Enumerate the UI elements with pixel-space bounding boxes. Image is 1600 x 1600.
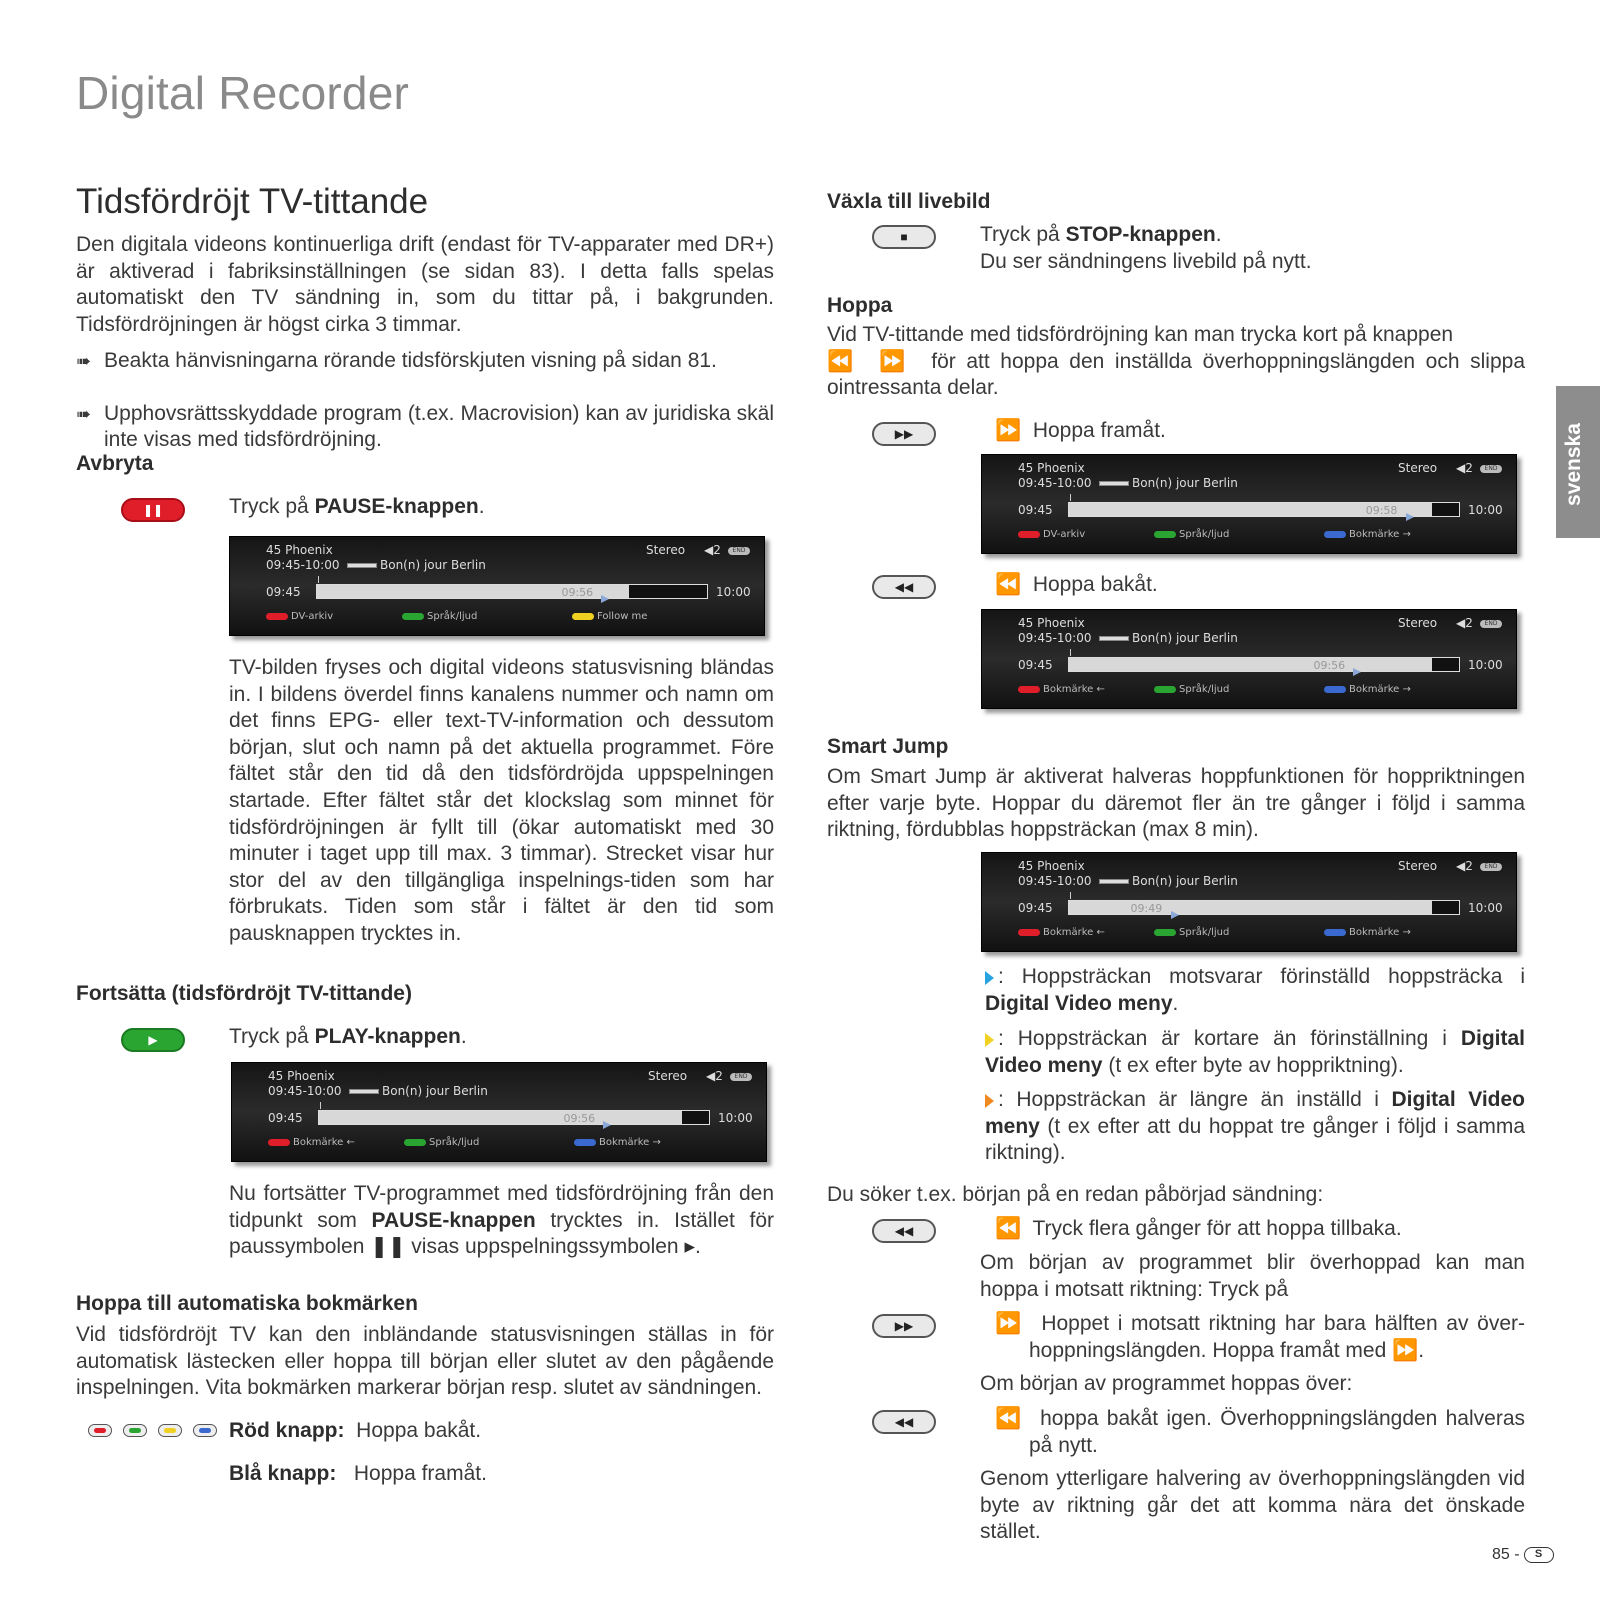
osd-key-hint: Språk/ljud [402, 611, 477, 622]
osd-current-time: 09:49 [1130, 902, 1163, 915]
osd-progress-mini [1099, 636, 1129, 641]
page-number: 85 - [1492, 1546, 1520, 1563]
osd-progress-mini [349, 1089, 379, 1094]
speaker-icon: ◀2 [1456, 461, 1473, 475]
osd-progress-mini [347, 563, 377, 568]
note-bullet [76, 401, 774, 454]
osd-key-hint: DV-arkiv [266, 611, 333, 622]
osd-tick [1070, 494, 1071, 501]
legend-item: : Hoppsträckan motsvarar förinställd hoppsträcka i Digital Video meny. [985, 965, 1525, 1015]
step-rewind: ⏪ Tryck flera gånger för att hoppa tillbaka. [995, 1217, 1402, 1240]
osd-stereo: Stereo [1398, 616, 1438, 630]
end-badge-icon: END [730, 1073, 752, 1081]
osd-time-range: 09:45-10:00 [266, 558, 340, 572]
forward-button-icon: ▶▶ [872, 422, 936, 446]
osd-channel: 45 Phoenix [266, 543, 333, 557]
osd-key-hint: Bokmärke ← [1018, 684, 1105, 695]
end-badge-icon: END [1480, 863, 1502, 871]
heading-bokmarken: Hoppa till automatiska bokmärken [76, 1292, 418, 1315]
osd-start-time: 09:45 [1018, 901, 1053, 915]
play-instruction: Tryck på PLAY-knappen. [229, 1025, 467, 1048]
red-key-icon [88, 1424, 112, 1437]
end-badge-icon: END [728, 547, 750, 555]
osd-program: Bon(n) jour Berlin [380, 558, 486, 572]
osd-channel: 45 Phoenix [1018, 616, 1085, 630]
step-forward: ⏩ Hoppet i motsatt riktning har bara hälften av över-hoppningslängden. Hoppa framåt med ⏩. [995, 1312, 1525, 1362]
osd-key-hint: Bokmärke → [1324, 529, 1411, 540]
legend-item: : Hoppsträckan är kortare än förinställning i Digital Video meny (t ex efter byte av hoppriktning). [985, 1027, 1525, 1077]
arrow-icon: ➠ [76, 403, 92, 424]
color-key-icon [1324, 686, 1346, 693]
color-key-icon [574, 1139, 596, 1146]
osd-tick [1070, 892, 1071, 899]
note-bullet [76, 348, 774, 375]
color-key-icon [268, 1139, 290, 1146]
pause-symbol-icon: ❚❚ [370, 1235, 406, 1259]
osd-current-time: 09:58 [1365, 504, 1398, 517]
osd-timeline-fill [319, 1111, 682, 1124]
osd-key-hint: DV-arkiv [1018, 529, 1085, 540]
red-key-row: Röd knapp: Hoppa bakåt. [229, 1419, 482, 1442]
osd-timeline [316, 584, 708, 599]
heading-hoppa: Hoppa [827, 294, 893, 317]
osd-program: Bon(n) jour Berlin [1132, 874, 1238, 888]
search-intro: Du söker t.ex. början på en redan påbörjad sändning: [827, 1183, 1324, 1206]
osd-start-time: 09:45 [266, 585, 301, 599]
intro-text: Den digitala videons kontinuerliga drift (endast för TV-apparater med DR+) är aktiverad i fabriksinställningen (se sidan 83). I detta falls spelas automatiskt den TV sändning in, som du tittar på, i bakgrunden. Tidsfördröjningen är högst cirka 3 timmar. [76, 233, 774, 336]
osd-timeline-fill [1069, 658, 1432, 671]
yellow-triangle-icon [985, 1033, 994, 1047]
page-footer [1492, 1546, 1554, 1564]
osd-timeline [1068, 502, 1460, 517]
color-key-icon [1018, 531, 1040, 538]
osd-timeline [1068, 900, 1460, 915]
position-pointer-icon [601, 595, 609, 603]
yellow-key-icon [158, 1424, 182, 1437]
orange-triangle-icon [985, 1094, 994, 1108]
speaker-icon: ◀2 [706, 1069, 723, 1083]
color-key-icon [1018, 686, 1040, 693]
position-pointer-icon [603, 1121, 611, 1129]
color-key-icon [404, 1139, 426, 1146]
osd-stereo: Stereo [1398, 859, 1438, 873]
rewind-button-icon: ◀◀ [872, 1410, 936, 1434]
osd-key-hint: Bokmärke → [574, 1137, 661, 1148]
osd-current-time: 09:56 [561, 586, 594, 599]
osd-tick [320, 1102, 321, 1109]
osd-program: Bon(n) jour Berlin [382, 1084, 488, 1098]
language-tab [1556, 386, 1600, 538]
osd-key-hint: Bokmärke ← [268, 1137, 355, 1148]
step-rewind-again: ⏪ hoppa bakåt igen. Överhoppningslängden halveras på nytt. [995, 1407, 1526, 1457]
blue-key-row: Blå knapp: Hoppa framåt. [229, 1462, 487, 1485]
forward-button-icon: ▶▶ [872, 1314, 936, 1338]
section-title: Tidsfördröjt TV-tittande [76, 182, 429, 221]
osd-stereo: Stereo [648, 1069, 688, 1083]
speaker-icon: ◀2 [1456, 859, 1473, 873]
osd-key-hint: Bokmärke → [1324, 684, 1411, 695]
color-key-icon [266, 613, 288, 620]
bookmark-description: Vid tidsfördröjt TV kan den inbländande statusvisningen ställas in för automatisk lästecken eller hoppa till början eller slutet av den pågående inspelningen. Vita bokmärken markerar början resp. slutet av sändningen. [76, 1323, 774, 1400]
pause-description: TV-bilden fryses och digital videons statusvisning bländas in. I bildens överdel finns kanalens nummer och namn om det finns EPG- eller text-TV-information och dessutom början, slut och namn på det aktuella programmet. Före fältet står den tid då den tidsfördröjda uppspelningen startade. Efter fältet står det klockslag som minnet för tidsfördröjningen är fyllt till (ökar automatiskt med 30 minuter i taget upp till max. 3 timmar). Strecket visar hur stor del av den tillgängliga inspelnings-tiden som har förbrukats. Tiden som står i fältet är den tid som pausknappen trycktes in. [229, 656, 774, 945]
blue-key-icon [193, 1424, 217, 1437]
smart-jump-description: Om Smart Jump är aktiverat halveras hoppfunktionen för hoppriktningen efter varje byte. Hoppar du däremot fler än tre gånger i följd i samma riktning, fördubblas hoppsträckan (max 8 min). [827, 765, 1525, 842]
osd-end-time: 10:00 [1468, 503, 1503, 517]
hoppa-description: Vid TV-tittande med tidsfördröjning kan man trycka kort på knappen ⏪ ⏩ för att hoppa den inställda överhoppningslängden och slippa ointressanta delar. [827, 323, 1526, 400]
speaker-icon: ◀2 [1456, 616, 1473, 630]
play-symbol-icon: ▸ [684, 1235, 695, 1259]
position-pointer-icon [1353, 668, 1361, 676]
heading-fortsatta: Fortsätta (tidsfördröjt TV-tittande) [76, 982, 412, 1005]
color-key-icon [1154, 531, 1176, 538]
color-key-icon [1018, 929, 1040, 936]
bullet-text: Beakta hänvisningarna rörande tidsförskjuten visning på sidan 81. [104, 349, 717, 372]
osd-progress-mini [1099, 481, 1129, 486]
color-key-icon [402, 613, 424, 620]
heading-livebild: Växla till livebild [827, 190, 991, 213]
color-buttons-icon [88, 1424, 217, 1437]
osd-key-hint: Bokmärke → [1324, 927, 1411, 938]
position-pointer-icon [1406, 513, 1414, 521]
step-note: Om början av programmet hoppas över: [980, 1372, 1353, 1395]
rewind-button-icon: ◀◀ [872, 1219, 936, 1243]
heading-avbryta: Avbryta [76, 452, 154, 475]
osd-channel: 45 Phoenix [1018, 461, 1085, 475]
rewind-button-icon: ◀◀ [872, 575, 936, 599]
green-key-icon [123, 1424, 147, 1437]
play-description: Nu fortsätter TV-programmet med tidsfördröjning från den tidpunkt som PAUSE-knappen trycktes in. Istället för paussymbolen ❚❚ visas uppspelningssymbolen ▸. [229, 1182, 774, 1259]
color-key-icon [1154, 929, 1176, 936]
final-note: Genom ytterligare halvering av överhoppningslängden vid byte av riktning går det att komma nära det önskade stället. [980, 1467, 1525, 1544]
osd-end-time: 10:00 [1468, 658, 1503, 672]
osd-key-hint: Språk/ljud [1154, 684, 1229, 695]
stop-instruction: Tryck på STOP-knappen. Du ser sändningens livebild på nytt. [980, 223, 1312, 273]
osd-tick [318, 576, 319, 583]
osd-current-time: 09:56 [563, 1112, 596, 1125]
osd-current-time: 09:56 [1313, 659, 1346, 672]
osd-program: Bon(n) jour Berlin [1132, 631, 1238, 645]
osd-timeline [1068, 657, 1460, 672]
osd-key-hint: Follow me [572, 611, 647, 622]
osd-key-hint: Språk/ljud [1154, 529, 1229, 540]
color-key-icon [1324, 929, 1346, 936]
osd-channel: 45 Phoenix [268, 1069, 335, 1083]
osd-progress-mini [1099, 879, 1129, 884]
osd-end-time: 10:00 [1468, 901, 1503, 915]
pause-button-icon: ❚❚ [121, 498, 185, 522]
osd-start-time: 09:45 [1018, 658, 1053, 672]
osd-end-time: 10:00 [718, 1111, 753, 1125]
osd-screen [981, 454, 1517, 554]
skip-icons: ⏪ ⏩ [827, 349, 911, 373]
heading-smart-jump: Smart Jump [827, 735, 949, 758]
osd-key-hint: Språk/ljud [404, 1137, 479, 1148]
osd-time-range: 09:45-10:00 [1018, 874, 1092, 888]
speaker-icon: ◀2 [704, 543, 721, 557]
osd-time-range: 09:45-10:00 [268, 1084, 342, 1098]
step-note: Om början av programmet blir överhoppad kan man hoppa i motsatt riktning: Tryck på [980, 1251, 1525, 1301]
osd-start-time: 09:45 [268, 1111, 303, 1125]
osd-timeline-fill [1069, 901, 1432, 914]
osd-screen [231, 1062, 767, 1162]
end-badge-icon: END [1480, 465, 1502, 473]
osd-screen [981, 609, 1517, 709]
position-pointer-icon [1171, 911, 1179, 919]
color-key-icon [1154, 686, 1176, 693]
stop-button-icon: ■ [872, 225, 936, 249]
osd-screen [229, 536, 765, 636]
language-badge-icon: S [1524, 1547, 1554, 1563]
play-button-icon: ▶ [121, 1028, 185, 1052]
page-title: Digital Recorder [76, 67, 409, 119]
osd-key-hint: Bokmärke ← [1018, 927, 1105, 938]
bullet-text: Upphovsrättsskyddade program (t.ex. Macrovision) kan av juridiska skäl inte visas med tidsfördröjning. [104, 401, 774, 452]
language-tab-label: svenska [1562, 423, 1585, 506]
blue-triangle-icon [985, 971, 994, 985]
osd-screen [981, 852, 1517, 952]
osd-time-range: 09:45-10:00 [1018, 631, 1092, 645]
osd-tick [1070, 649, 1071, 656]
forward-label: ⏩ Hoppa framåt. [995, 419, 1166, 442]
legend-item: : Hoppsträckan är längre än inställd i Digital Video meny (t ex efter att du hoppat tre gånger i följd i samma riktning). [985, 1088, 1525, 1165]
arrow-icon: ➠ [76, 351, 92, 371]
rewind-label: ⏪ Hoppa bakåt. [995, 573, 1158, 596]
osd-end-time: 10:00 [716, 585, 751, 599]
color-key-icon [572, 613, 594, 620]
osd-time-range: 09:45-10:00 [1018, 476, 1092, 490]
osd-stereo: Stereo [646, 543, 686, 557]
osd-stereo: Stereo [1398, 461, 1438, 475]
osd-key-hint: Språk/ljud [1154, 927, 1229, 938]
osd-program: Bon(n) jour Berlin [1132, 476, 1238, 490]
osd-start-time: 09:45 [1018, 503, 1053, 517]
osd-timeline [318, 1110, 710, 1125]
osd-channel: 45 Phoenix [1018, 859, 1085, 873]
color-key-icon [1324, 531, 1346, 538]
pause-instruction: Tryck på PAUSE-knappen. [229, 495, 485, 518]
end-badge-icon: END [1480, 620, 1502, 628]
